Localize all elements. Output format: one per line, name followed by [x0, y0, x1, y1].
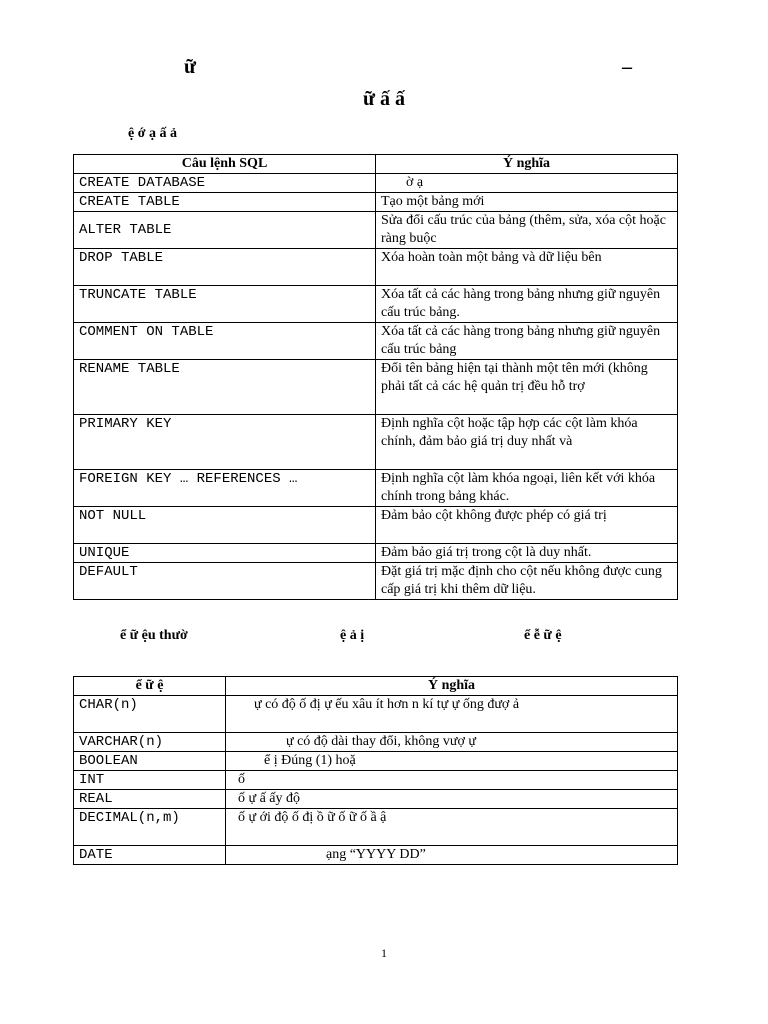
- command-cell: DROP TABLE: [74, 249, 376, 286]
- meaning-cell: ể ị Đúng (1) hoặ: [226, 752, 678, 771]
- column-header-type: ể ữ ệ: [74, 677, 226, 696]
- type-cell: REAL: [74, 790, 226, 809]
- command-cell: PRIMARY KEY: [74, 415, 376, 470]
- section-heading-part3: ể ễ ữ ệ: [524, 628, 562, 643]
- type-cell: CHAR(n): [74, 696, 226, 733]
- command-cell: NOT NULL: [74, 507, 376, 544]
- command-cell: CREATE DATABASE: [74, 174, 376, 193]
- table-row: [74, 846, 678, 865]
- meaning-cell: Định nghĩa cột làm khóa ngoại, liên kết với khóa chính trong bảng khác.: [376, 470, 678, 507]
- section-heading-data-types: [0, 628, 768, 648]
- meaning-cell: ố ự ấ ấy độ: [226, 790, 678, 809]
- table-row: [74, 286, 678, 323]
- type-cell: DATE: [74, 846, 226, 865]
- column-header-command: Câu lệnh SQL: [74, 155, 376, 174]
- table-row: [74, 415, 678, 470]
- sql-commands-table: [73, 154, 678, 600]
- table-row: [74, 470, 678, 507]
- command-cell: FOREIGN KEY … REFERENCES …: [74, 470, 376, 507]
- document-title-line2: ữ ấ ấ: [362, 88, 405, 110]
- meaning-cell: Định nghĩa cột hoặc tập hợp các cột làm khóa chính, đảm bảo giá trị duy nhất và: [376, 415, 678, 470]
- table-row: [74, 360, 678, 415]
- intro-text: ệ ớ ạ ấ ả: [128, 126, 177, 141]
- meaning-cell: Xóa tất cả các hàng trong bảng nhưng giữ nguyên cấu trúc bảng.: [376, 286, 678, 323]
- meaning-cell: ự có độ dài thay đổi, không vượ ự: [226, 733, 678, 752]
- meaning-cell: Xóa tất cả các hàng trong bảng nhưng giữ nguyên cấu trúc bảng: [376, 323, 678, 360]
- table-row: [74, 809, 678, 846]
- command-cell: COMMENT ON TABLE: [74, 323, 376, 360]
- table-row: [74, 544, 678, 563]
- table-header-row: [74, 677, 678, 696]
- document-title-line1: [0, 56, 768, 82]
- table-row: [74, 790, 678, 809]
- type-cell: INT: [74, 771, 226, 790]
- meaning-cell: Đảm bảo cột không được phép có giá trị: [376, 507, 678, 544]
- type-cell: BOOLEAN: [74, 752, 226, 771]
- table-row: [74, 249, 678, 286]
- section-heading-part2: ệ ả ị: [340, 628, 365, 643]
- data-types-table: [73, 676, 678, 865]
- title-line1-part1: ữ: [184, 56, 197, 78]
- table-row: [74, 507, 678, 544]
- table-row: [74, 696, 678, 733]
- meaning-cell: Đảm bảo giá trị trong cột là duy nhất.: [376, 544, 678, 563]
- table-row: [74, 323, 678, 360]
- command-cell: RENAME TABLE: [74, 360, 376, 415]
- column-header-meaning: Ý nghĩa: [376, 155, 678, 174]
- command-cell: ALTER TABLE: [74, 212, 376, 249]
- command-cell: TRUNCATE TABLE: [74, 286, 376, 323]
- table-row: [74, 752, 678, 771]
- table-row: [74, 174, 678, 193]
- meaning-cell: ờ ạ: [376, 174, 678, 193]
- meaning-cell: ự có độ ố đị ự ếu xâu ít hơn n kí tự ự ống đượ ả: [226, 696, 678, 733]
- meaning-cell: ố: [226, 771, 678, 790]
- meaning-cell: Đổi tên bảng hiện tại thành một tên mới (không phải tất cả các hệ quản trị đều hỗ trợ: [376, 360, 678, 415]
- meaning-cell: Đặt giá trị mặc định cho cột nếu không được cung cấp giá trị khi thêm dữ liệu.: [376, 563, 678, 600]
- command-cell: CREATE TABLE: [74, 193, 376, 212]
- meaning-cell: ố ự ới độ ố đị ồ ữ ố ữ ố ầ ậ: [226, 809, 678, 846]
- command-cell: DEFAULT: [74, 563, 376, 600]
- meaning-cell: Xóa hoàn toàn một bảng và dữ liệu bên: [376, 249, 678, 286]
- type-cell: VARCHAR(n): [74, 733, 226, 752]
- section-heading-part1: ể ữ ệu thườ: [120, 628, 188, 643]
- title-line1-part2: –: [622, 56, 632, 78]
- table-row: [74, 771, 678, 790]
- table-row: [74, 212, 678, 249]
- column-header-meaning: Ý nghĩa: [226, 677, 678, 696]
- meaning-cell: Tạo một bảng mới: [376, 193, 678, 212]
- type-cell: DECIMAL(n,m): [74, 809, 226, 846]
- meaning-cell: ạng “YYYY DD”: [226, 846, 678, 865]
- table-row: [74, 193, 678, 212]
- table-row: [74, 563, 678, 600]
- meaning-cell: Sửa đổi cấu trúc của bảng (thêm, sửa, xóa cột hoặc ràng buộc: [376, 212, 678, 249]
- table-header-row: [74, 155, 678, 174]
- table-row: [74, 733, 678, 752]
- command-cell: UNIQUE: [74, 544, 376, 563]
- page-number: 1: [381, 946, 387, 960]
